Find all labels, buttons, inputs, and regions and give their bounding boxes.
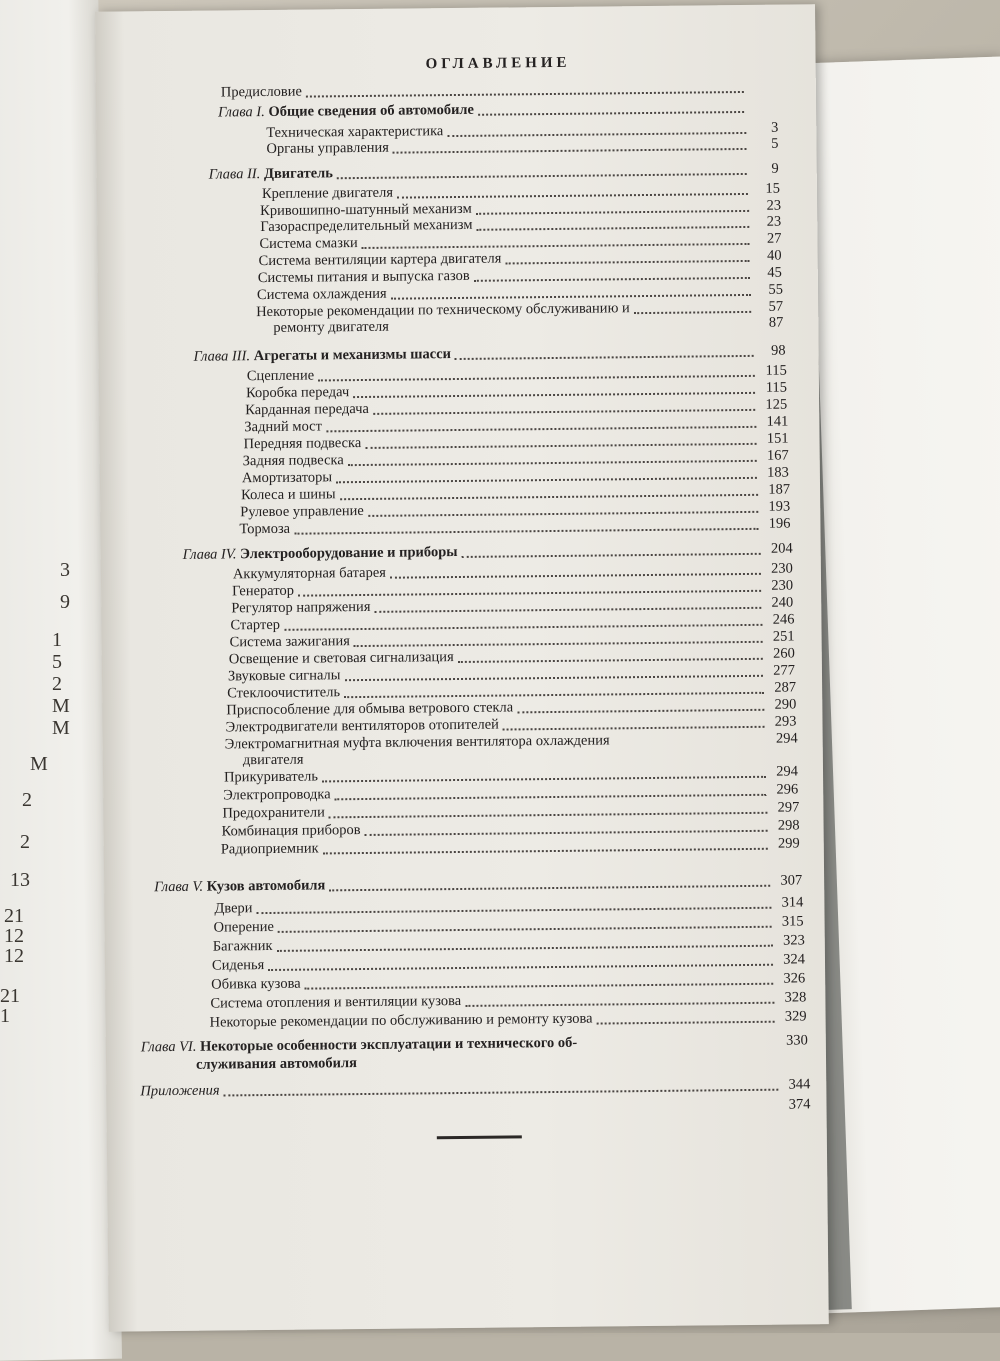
- entry-text: Прикуриватель: [224, 768, 318, 785]
- entry-page: 290: [768, 696, 796, 712]
- entry-page: 45: [754, 265, 782, 281]
- dot-leader: [298, 580, 761, 597]
- entry-text: Тормоза: [239, 521, 290, 538]
- dot-leader: [344, 682, 764, 698]
- dot-leader: [335, 784, 767, 801]
- entry-page: 296: [770, 781, 798, 797]
- entry-text: ремонту двигателя: [273, 319, 389, 336]
- entry-text: Крепление двигателя: [262, 185, 393, 202]
- entry-text: Система вентиляции картера двигателя: [259, 251, 502, 270]
- toc-entry-appendix: [140, 1076, 810, 1099]
- dot-leader: [465, 992, 774, 1007]
- entry-page: 115: [759, 380, 787, 396]
- entry-text: Оперение: [214, 919, 274, 936]
- toc-entry: [210, 989, 806, 1011]
- entry-page: 297: [771, 799, 799, 815]
- entry-text: Обивка кузова: [211, 976, 301, 993]
- entry-text: Задняя подвеска: [243, 452, 344, 469]
- entry-page: 230: [765, 560, 793, 576]
- entry-page: 294: [770, 763, 798, 779]
- entry-page: 5: [750, 136, 778, 152]
- entry-page: 294: [770, 730, 798, 746]
- end-rule: [437, 1135, 522, 1139]
- dot-leader: [581, 1036, 776, 1048]
- chapter-title: Кузов автомобиля: [207, 877, 326, 894]
- entry-page: 323: [777, 932, 805, 948]
- dot-leader: [294, 518, 758, 535]
- entry-page: 240: [765, 594, 793, 610]
- dot-leader: [256, 897, 771, 914]
- toc-entry-last: [140, 1096, 810, 1119]
- toc-chapter-3: [194, 343, 786, 365]
- edge-mark: 5: [52, 652, 62, 672]
- chapter-label: Глава I.: [218, 104, 265, 120]
- entry-page: 307: [774, 872, 802, 888]
- entry-text: Колеса и шины: [241, 486, 336, 503]
- entry-text: Система зажигания: [230, 633, 350, 650]
- left-page-edge-text: [20, 540, 110, 1040]
- entry-text: Генератор: [232, 583, 294, 600]
- entry-text: Некоторые рекомендации по обслуживанию и ремонту кузова: [210, 1011, 593, 1031]
- entry-text: Рулевое управление: [240, 503, 364, 520]
- dot-leader: [517, 699, 764, 714]
- entry-page: 40: [754, 248, 782, 264]
- entry-page: 87: [755, 315, 783, 331]
- dot-leader: [505, 250, 749, 265]
- entry-text: Освещение и световая сигнализация: [229, 649, 454, 667]
- entry-page: 329: [778, 1008, 806, 1024]
- edge-mark: 21: [0, 986, 20, 1006]
- dot-leader: [224, 1079, 779, 1097]
- dot-leader: [596, 1011, 774, 1025]
- chapter-label: Глава VI.: [141, 1039, 197, 1056]
- edge-mark: 3: [60, 560, 70, 580]
- entry-page: 193: [762, 499, 790, 515]
- edge-mark: 1: [0, 1006, 10, 1026]
- entry-page: 328: [778, 989, 806, 1005]
- entry-page: 204: [765, 540, 793, 556]
- entry-page: 141: [760, 414, 788, 430]
- entry-page: 298: [771, 817, 799, 833]
- entry-page: 23: [753, 214, 781, 230]
- entry-page: 196: [762, 516, 790, 532]
- entry-text: Приложения: [140, 1083, 219, 1100]
- entry-page: 9: [751, 161, 779, 177]
- toc-entry-preface: [221, 79, 776, 101]
- entry-text: Электродвигатели вентиляторов отопителей: [225, 717, 499, 736]
- dot-leader: [476, 216, 749, 231]
- entry-text: Стартер: [230, 617, 280, 634]
- entry-text: Двери: [214, 900, 252, 916]
- dot-leader: [476, 200, 750, 215]
- dot-leader: [344, 665, 763, 681]
- entry-text: Приспособление для обмыва ветрового стекла: [226, 699, 513, 718]
- dot-leader: [354, 631, 763, 647]
- entry-text: Сцепление: [247, 367, 314, 384]
- toc-entry: [214, 913, 804, 935]
- entry-page: 183: [761, 465, 789, 481]
- entry-page: 57: [755, 299, 783, 315]
- dot-leader: [323, 838, 768, 855]
- entry-page: 314: [775, 894, 803, 910]
- dot-leader: [276, 935, 772, 952]
- dot-leader: [284, 614, 763, 631]
- entry-page: 151: [760, 431, 788, 447]
- entry-text: Амортизаторы: [242, 469, 332, 486]
- entry-page: 374: [782, 1096, 810, 1112]
- dot-leader: [374, 597, 761, 613]
- dot-leader: [362, 233, 750, 249]
- entry-page: 324: [777, 951, 805, 967]
- entry-page: 293: [768, 713, 796, 729]
- dot-leader: [353, 382, 755, 398]
- toc-chapter-4: [183, 540, 793, 562]
- edge-mark: 1: [52, 630, 62, 650]
- dot-leader: [278, 916, 772, 933]
- dot-leader: [368, 501, 759, 517]
- entry-page: 330: [780, 1032, 808, 1048]
- entry-text: Стеклоочиститель: [227, 684, 340, 701]
- edge-mark: М: [52, 718, 70, 738]
- dot-leader: [458, 648, 763, 663]
- entry-text: Предисловие: [221, 84, 302, 101]
- dot-leader: [478, 101, 744, 116]
- entry-page: 167: [761, 448, 789, 464]
- edge-mark: М: [30, 754, 48, 774]
- dot-leader: [348, 450, 757, 466]
- toc-entry: [210, 1008, 807, 1030]
- dot-leader: [306, 81, 744, 98]
- entry-page: 315: [776, 913, 804, 929]
- edge-mark: 2: [20, 832, 30, 852]
- dot-leader: [503, 716, 765, 731]
- entry-text: Электропроводка: [223, 786, 331, 803]
- entry-text: Радиоприемник: [221, 840, 319, 857]
- entry-page: 15: [752, 181, 780, 197]
- dot-leader: [455, 345, 754, 360]
- entry-page: 251: [767, 628, 795, 644]
- entry-text: Техническая характеристика: [266, 123, 443, 141]
- chapter-title: Агрегаты и механизмы шасси: [254, 346, 451, 364]
- dot-leader: [474, 267, 750, 282]
- entry-text: Газораспределительный механизм: [260, 217, 472, 235]
- edge-mark: М: [52, 696, 70, 716]
- toc-entry: [211, 970, 805, 992]
- dot-leader: [461, 543, 760, 558]
- edge-mark: 9: [60, 592, 70, 612]
- entry-page: 3: [750, 120, 778, 136]
- entry-text: Задний мост: [244, 418, 322, 435]
- entry-text: Коробка передач: [246, 384, 349, 401]
- page-title: ОГЛАВЛЕНИЕ: [426, 55, 571, 74]
- toc-entry-continuation: двигателя: [243, 752, 304, 769]
- entry-page: 230: [765, 577, 793, 593]
- dot-leader: [144, 1100, 778, 1117]
- chapter-title: Общие сведения об автомобиле: [268, 102, 474, 120]
- dot-leader: [634, 301, 752, 314]
- toc-page: [95, 4, 829, 1331]
- chapter-title: Электрооборудование и приборы: [240, 544, 458, 562]
- dot-leader: [391, 284, 751, 300]
- entry-page: 27: [753, 231, 781, 247]
- chapter-label: Глава III.: [194, 348, 251, 365]
- entry-text: Система охлаждения: [257, 286, 387, 303]
- toc-chapter-6: [141, 1032, 808, 1055]
- toc-entry: [213, 932, 805, 954]
- toc-chapter-1: [218, 99, 776, 121]
- entry-text: Кривошипно-шатунный механизм: [260, 201, 472, 219]
- dot-leader: [390, 563, 761, 579]
- chapter-title: Некоторые особенности эксплуатации и технического об-: [200, 1035, 577, 1055]
- dot-leader: [336, 467, 757, 483]
- entry-page: 125: [759, 397, 787, 413]
- toc-entry: [212, 951, 805, 973]
- entry-text: Комбинация приборов: [222, 822, 361, 839]
- toc-entry: [221, 835, 800, 857]
- entry-page: 260: [767, 645, 795, 661]
- toc-entry-continuation: служивания автомобиля: [196, 1055, 357, 1073]
- edge-mark: 2: [22, 790, 32, 810]
- entry-text: Аккумуляторная батарея: [233, 565, 386, 583]
- dot-leader: [447, 122, 746, 137]
- toc-chapter-5: [154, 872, 802, 895]
- entry-page: 326: [777, 970, 805, 986]
- chapter-title: Двигатель: [264, 165, 333, 182]
- entry-text: Багажник: [213, 938, 273, 955]
- entry-page: 287: [768, 679, 796, 695]
- dot-leader: [393, 138, 747, 154]
- edge-mark: 12: [4, 946, 24, 966]
- dot-leader: [326, 416, 757, 433]
- chapter-label: Глава IV.: [183, 546, 237, 563]
- entry-text: Карданная передача: [245, 401, 369, 418]
- dot-leader: [365, 820, 768, 836]
- entry-page: 115: [759, 363, 787, 379]
- entry-page: 187: [762, 482, 790, 498]
- dot-leader: [397, 183, 748, 199]
- entry-text: Сиденья: [212, 957, 264, 974]
- entry-page: 98: [758, 343, 786, 359]
- dot-leader: [329, 875, 770, 892]
- chapter-label: Глава V.: [154, 879, 203, 896]
- entry-text: Система смазки: [259, 235, 357, 252]
- entry-text: Звуковые сигналы: [228, 667, 341, 684]
- dot-leader: [393, 318, 752, 332]
- dot-leader: [365, 433, 756, 449]
- entry-text: Передняя подвеска: [243, 435, 361, 452]
- entry-page: 246: [766, 611, 794, 627]
- dot-leader: [614, 734, 766, 746]
- dot-leader: [318, 365, 755, 382]
- edge-mark: 12: [4, 926, 24, 946]
- dot-leader: [329, 802, 768, 819]
- edge-mark: 2: [52, 674, 62, 694]
- dot-leader: [337, 163, 747, 179]
- entry-page: 277: [767, 662, 795, 678]
- toc-content: [95, 4, 829, 1331]
- chapter-label: Глава II.: [209, 166, 261, 183]
- entry-text: Электромагнитная муфта включения вентилятора охлаждения: [225, 732, 610, 752]
- entry-text: Органы управления: [266, 140, 389, 157]
- dot-leader: [305, 973, 774, 990]
- dot-leader: [373, 399, 755, 415]
- edge-mark: 13: [10, 870, 30, 890]
- entry-page: 55: [755, 282, 783, 298]
- entry-page: 299: [772, 835, 800, 851]
- entry-text: Система отопления и вентиляции кузова: [210, 993, 461, 1012]
- toc-entry: [214, 894, 803, 916]
- dot-leader: [322, 766, 766, 783]
- entry-text: Системы питания и выпуска газов: [258, 268, 470, 286]
- entry-text: Регулятор напряжения: [231, 599, 370, 616]
- edge-mark: 21: [4, 906, 24, 926]
- dot-leader: [268, 954, 773, 971]
- entry-page: 23: [753, 198, 781, 214]
- dot-leader: [340, 484, 759, 500]
- entry-text: Некоторые рекомендации по техническому обслуживанию и: [256, 300, 630, 320]
- entry-page: 344: [782, 1076, 810, 1092]
- toc-chapter-2: [209, 161, 779, 183]
- entry-text: Предохранители: [222, 804, 325, 821]
